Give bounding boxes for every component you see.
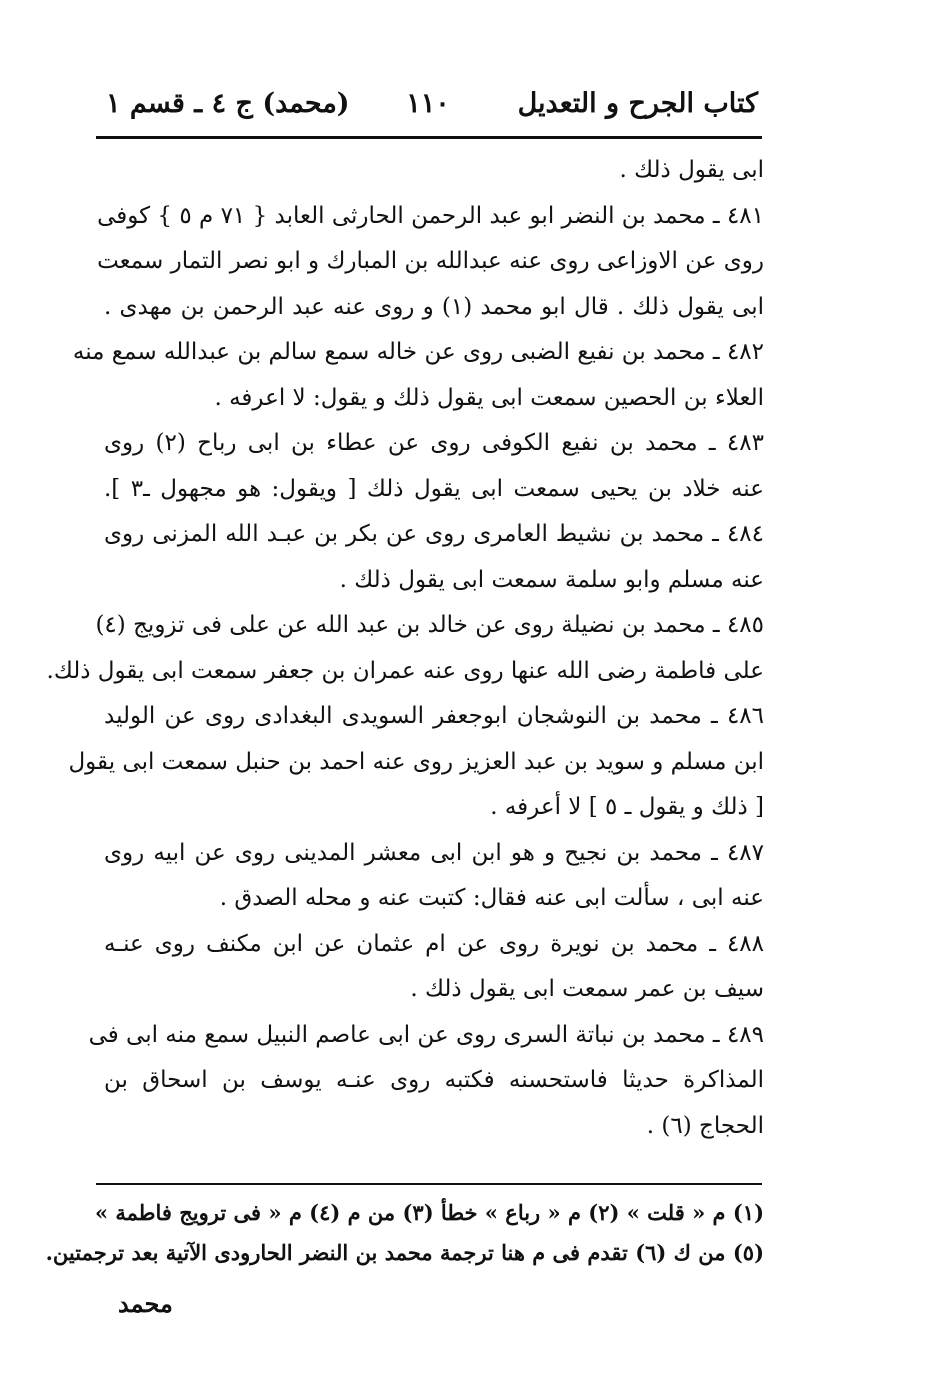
text-line: ٤٨٤ ـ محمد بن نشيط العامرى روى عن بكر بن عبـد الله المزنى روى [104, 521, 764, 547]
text-line: ابى يقول ذلك . [619, 157, 764, 183]
footnote-rule [96, 1183, 762, 1185]
book-title: كتاب الجرح و التعديل [517, 88, 758, 119]
text-line: المذاكرة حديثا فاستحسنه فكتبه روى عنـه يوسف بن اسحاق بن [104, 1067, 764, 1093]
text-line: عنه مسلم وابو سلمة سمعت ابى يقول ذلك . [339, 566, 764, 593]
text-line: ٤٨٦ ـ محمد بن النوشجان ابوجعفر السويدى البغدادى روى عن الوليد [104, 703, 764, 729]
page-number: ١١٠ [406, 88, 450, 119]
text-line: ابى يقول ذلك . قال ابو محمد (١) و روى عنه عبد الرحمن بن مهدى . [104, 293, 764, 320]
text-line: سيف بن عمر سمعت ابى يقول ذلك . [410, 976, 764, 1002]
text-line: ٤٨٩ ـ محمد بن نباتة السرى روى عن ابى عاصم النبيل سمع منه ابى فى [88, 1021, 764, 1048]
text-line: [ ذلك و يقول ـ ٥ ] لا أعرفه . [490, 794, 764, 820]
catchword: محمد [118, 1289, 173, 1318]
page-header [98, 84, 758, 130]
text-line: ٤٨٢ ـ محمد بن نفيع الضبى روى عن خاله سمع سالم بن عبدالله سمع منه [72, 339, 764, 365]
footnotes [45, 1193, 764, 1273]
text-line: على فاطمة رضى الله عنها روى عنه عمران بن جعفر سمعت ابى يقول ذلك. [46, 657, 764, 684]
text-line: عنه خلاد بن يحيى سمعت ابى يقول ذلك [ ويقول: هو مجهول ـ٣ ]. [104, 475, 764, 502]
text-line: ٤٨١ ـ محمد بن النضر ابو عبد الرحمن الحارثى العابد { ٧١ م ٥ } كوفى [97, 202, 764, 229]
footnote-line: (٥) من ك (٦) تقدم فى م هنا ترجمة محمد بن النضر الحارودى الآتية بعد ترجمتين. [45, 1240, 764, 1265]
main-text [46, 148, 764, 1149]
footnote-line: (١) م « قلت » (٢) م « رباع » خطأ (٣) من م (٤) م « فى ترويج فاطمة » [94, 1200, 764, 1225]
text-line: روى عن الاوزاعى روى عنه عبدالله بن المبارك و ابو نصر التمار سمعت [97, 248, 764, 274]
text-line: ابن مسلم و سويد بن عبد العزيز روى عنه احمد بن حنبل سمعت ابى يقول [68, 748, 764, 775]
text-line: عنه ابى ، سألت ابى عنه فقال: كتبت عنه و محله الصدق . [219, 885, 764, 911]
text-line: ٤٨٣ ـ محمد بن نفيع الكوفى روى عن عطاء بن ابى رباح (٢) روى [104, 430, 764, 456]
header-rule [96, 136, 762, 139]
text-line: ٤٨٧ ـ محمد بن نجيح و هو ابن ابى معشر المدينى روى عن ابيه روى [104, 839, 764, 866]
text-line: ٤٨٥ ـ محمد بن نضيلة روى عن خالد بن عبد الله عن على فى تزويج (٤) [95, 612, 764, 638]
text-line: العلاء بن الحصين سمعت ابى يقول ذلك و يقول: لا اعرفه . [214, 384, 764, 411]
text-line: الحجاج (٦) . [646, 1112, 764, 1139]
volume-section: (محمد) ج ٤ ـ قسم ١ [106, 88, 350, 119]
text-line: ٤٨٨ ـ محمد بن نويرة روى عن ام عثمان عن ابن مكنف روى عنـه [104, 930, 764, 957]
